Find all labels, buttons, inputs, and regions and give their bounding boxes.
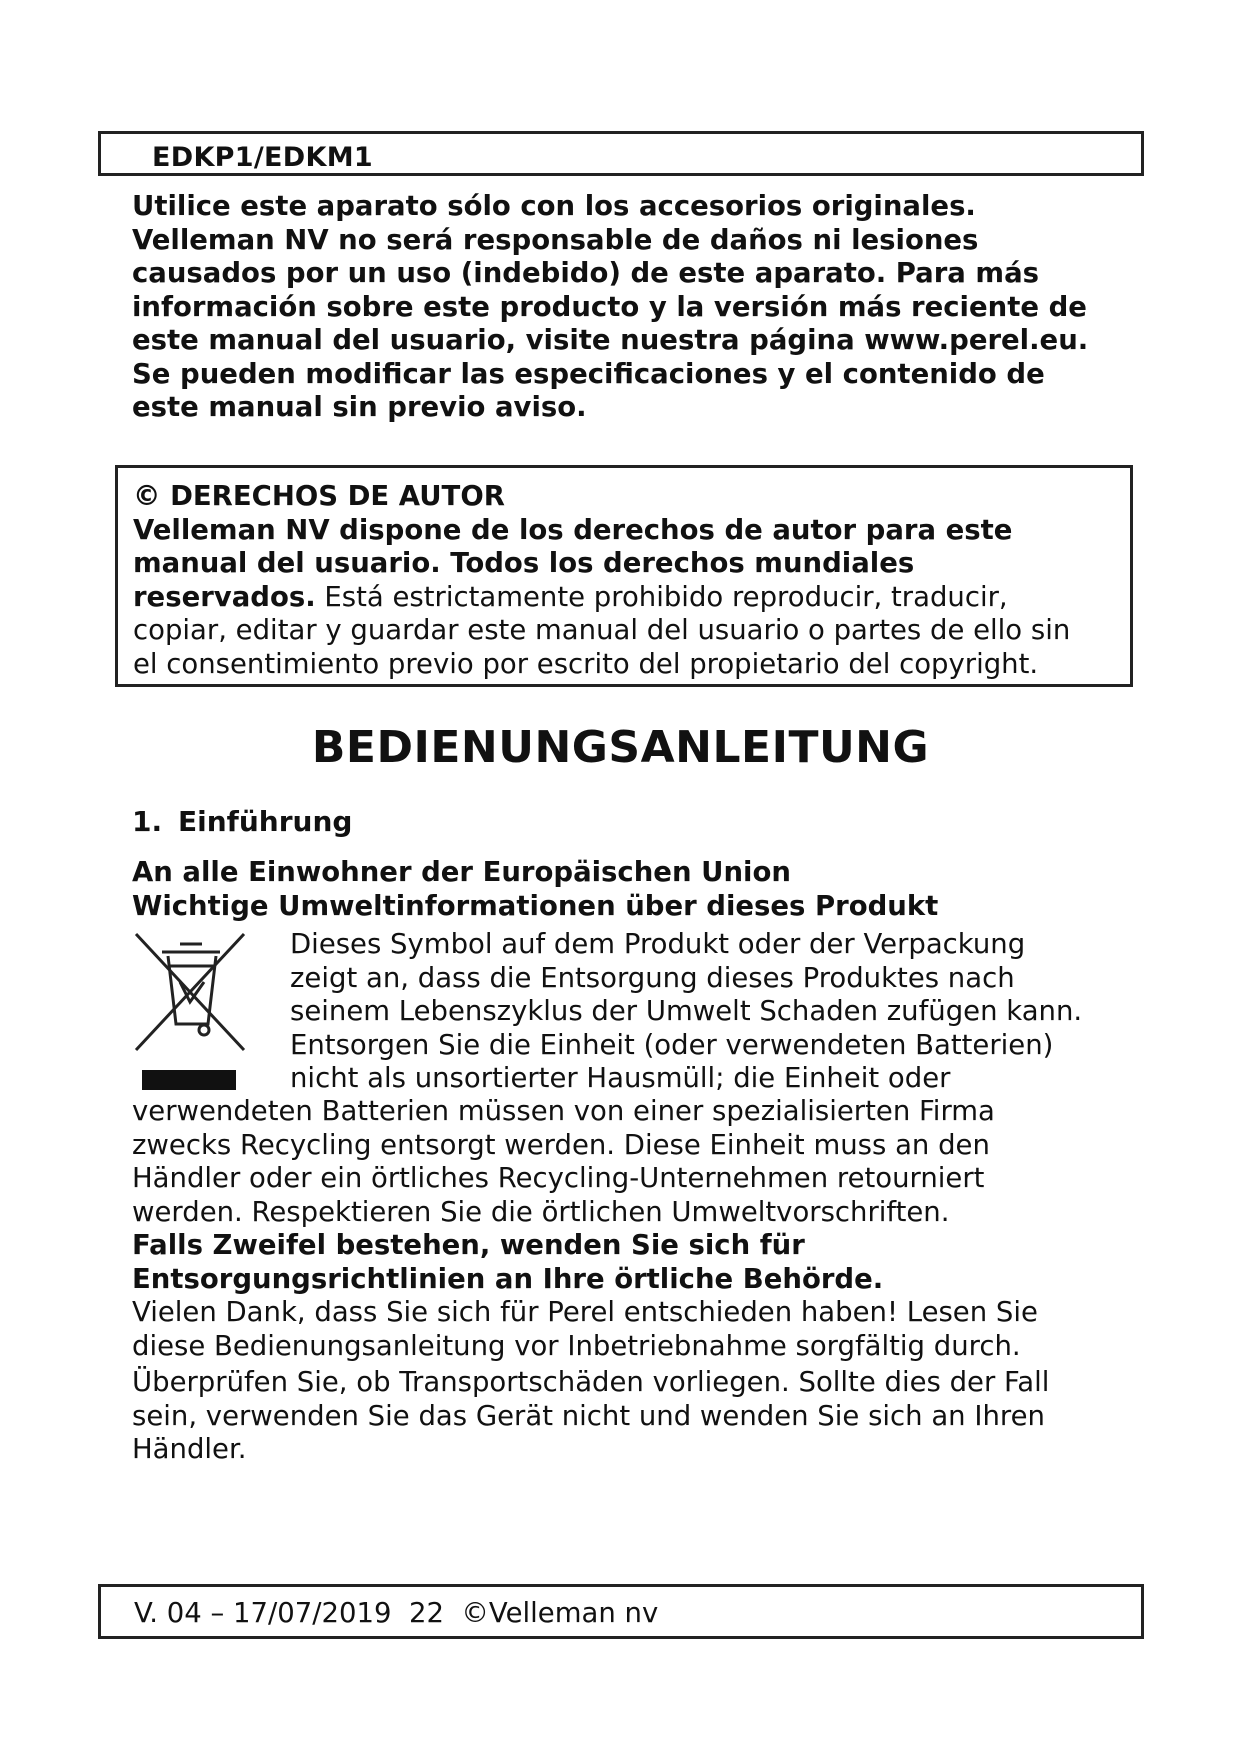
- weee-line: Händler oder ein örtliches Recycling-Unternehmen retourniert: [132, 1162, 985, 1194]
- check-line: Händler.: [132, 1433, 247, 1465]
- weee-continued: [132, 1095, 1132, 1363]
- thanks-line: Vielen Dank, dass Sie sich für Perel entschieden haben! Lesen Sie: [132, 1296, 1038, 1328]
- weee-line: Entsorgen Sie die Einheit (oder verwendeten Batterien): [290, 1028, 1054, 1061]
- weee-description: [290, 928, 1140, 1096]
- copyright-title: © DERECHOS DE AUTOR: [133, 480, 505, 512]
- footer-text: V. 04 – 17/07/2019 22 ©Velleman nv: [134, 1597, 659, 1629]
- section-title: Einführung: [178, 805, 353, 838]
- section-number: 1.: [132, 805, 163, 838]
- copyright-bold-line: Velleman NV dispone de los derechos de autor para este: [133, 513, 1013, 546]
- notice-line: información sobre este producto y la versión más reciente de: [132, 290, 1087, 323]
- weee-line: zwecks Recycling entsorgt werden. Diese Einheit muss an den: [132, 1128, 990, 1161]
- copyright-text-line: copiar, editar y guardar este manual del usuario o partes de ello sin: [133, 614, 1071, 646]
- notice-line: Se pueden modificar las especificaciones y el contenido de: [132, 357, 1045, 390]
- eu-heading: An alle Einwohner der Europäischen Union: [132, 856, 791, 888]
- spanish-notice: [132, 190, 1132, 425]
- weee-line: werden. Respektieren Sie die örtlichen Umweltvorschriften.: [132, 1195, 950, 1228]
- footer-box: [98, 1584, 1144, 1639]
- copyright-text-line: el consentimiento previo por escrito del propietario del copyright.: [133, 647, 1039, 680]
- notice-line: Utilice este aparato sólo con los accesorios originales.: [132, 190, 976, 222]
- weee-line: zeigt an, dass die Entsorgung dieses Produktes nach: [290, 961, 1015, 994]
- weee-line: seinem Lebenszyklus der Umwelt Schaden zufügen kann.: [290, 995, 1083, 1027]
- weee-bold-line: Falls Zweifel bestehen, wenden Sie sich für: [132, 1229, 805, 1261]
- weee-line: nicht als unsortierter Hausmüll; die Einheit oder: [290, 1062, 951, 1094]
- notice-line: este manual del usuario, visite nuestra página www.perel.eu.: [132, 324, 1089, 356]
- weee-line: verwendeten Batterien müssen von einer spezialisierten Firma: [132, 1095, 995, 1127]
- page-title: BEDIENUNGSANLEITUNG: [311, 722, 930, 773]
- transport-check: [132, 1366, 1132, 1467]
- check-line: Überprüfen Sie, ob Transportschäden vorliegen. Sollte dies der Fall: [132, 1366, 1050, 1398]
- copyright-mixed-line: [133, 581, 1123, 615]
- weee-crossed-bin-icon: [132, 932, 250, 1092]
- weee-line: Dieses Symbol auf dem Produkt oder der Verpackung: [290, 928, 1026, 960]
- copyright-bold-line: manual del usuario. Todos los derechos mundiales: [133, 547, 915, 579]
- eu-heading: Wichtige Umweltinformationen über dieses Produkt: [132, 889, 939, 922]
- copyright-reserved: reservados.: [133, 580, 316, 613]
- section-heading: [132, 805, 352, 838]
- model-header-box: [98, 131, 1144, 176]
- thanks-line: diese Bedienungsanleitung vor Inbetriebnahme sorgfältig durch.: [132, 1329, 1021, 1362]
- copyright-text: Está estrictamente prohibido reproducir, traducir,: [315, 580, 1008, 613]
- model-label: EDKP1/EDKM1: [152, 142, 373, 173]
- weee-bold-line: Entsorgungsrichtlinien an Ihre örtliche Behörde.: [132, 1262, 884, 1295]
- notice-line: Velleman NV no será responsable de daños ni lesiones: [132, 223, 979, 256]
- notice-line: causados por un uso (indebido) de este aparato. Para más: [132, 257, 1040, 289]
- check-line: sein, verwenden Sie das Gerät nicht und wenden Sie sich an Ihren: [132, 1399, 1045, 1432]
- copyright-box: [115, 465, 1133, 687]
- eu-headings: [132, 856, 1132, 923]
- notice-line: este manual sin previo aviso.: [132, 391, 587, 423]
